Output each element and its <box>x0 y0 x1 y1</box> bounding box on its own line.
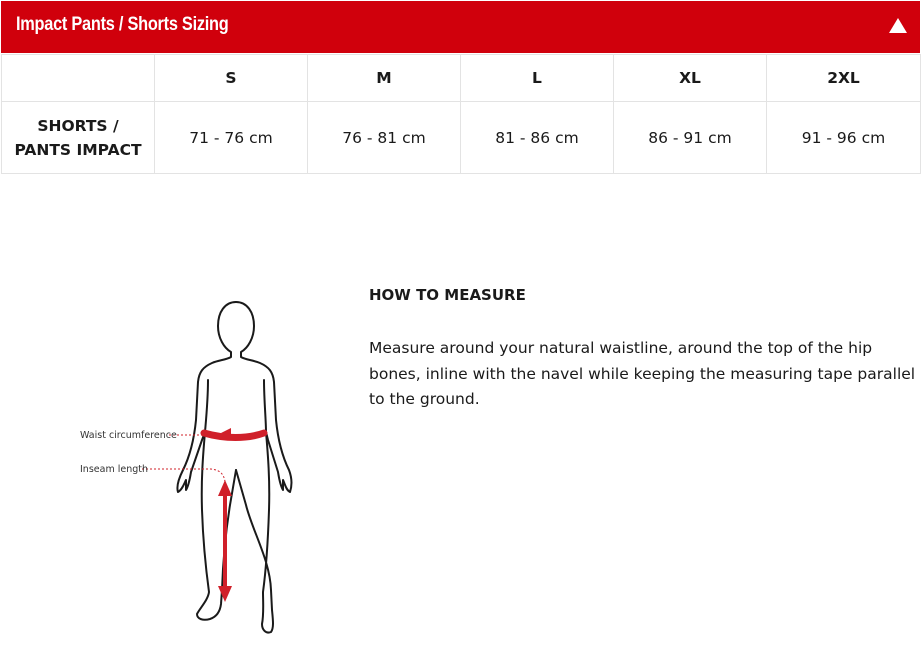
row-label-line1: SHORTS / <box>37 116 119 135</box>
triangle-up-icon[interactable] <box>888 16 908 36</box>
waist-band-icon <box>204 433 264 438</box>
size-header-xl: XL <box>614 55 767 102</box>
section-title: Impact Pants / Shorts Sizing <box>16 14 229 35</box>
measurement-illustration <box>75 295 315 640</box>
table-cell-xl: 86 - 91 cm <box>614 102 767 174</box>
size-header-m: M <box>308 55 461 102</box>
table-corner-cell <box>2 55 155 102</box>
how-to-measure-text: Measure around your natural waistline, around the top of the hip bones, inline with the navel while keeping the measuring tape parallel to the ground. <box>369 339 916 408</box>
size-header-l: L <box>461 55 614 102</box>
size-header-s: S <box>155 55 308 102</box>
inseam-length-label: Inseam length <box>80 464 148 475</box>
table-header-row <box>2 55 921 102</box>
table-cell-s: 71 - 76 cm <box>155 102 308 174</box>
table-cell-2xl: 91 - 96 cm <box>767 102 921 174</box>
body-outline-icon <box>177 302 291 633</box>
waist-circumference-label: Waist circumference <box>80 430 177 441</box>
row-label <box>2 102 155 174</box>
table-cell-m: 76 - 81 cm <box>308 102 461 174</box>
table-row <box>2 102 921 174</box>
size-table <box>1 54 921 174</box>
section-header[interactable] <box>1 1 920 53</box>
row-label-line2: PANTS IMPACT <box>14 140 142 159</box>
table-cell-l: 81 - 86 cm <box>461 102 614 174</box>
how-to-measure-title: HOW TO MEASURE <box>369 286 526 304</box>
size-header-2xl: 2XL <box>767 55 921 102</box>
